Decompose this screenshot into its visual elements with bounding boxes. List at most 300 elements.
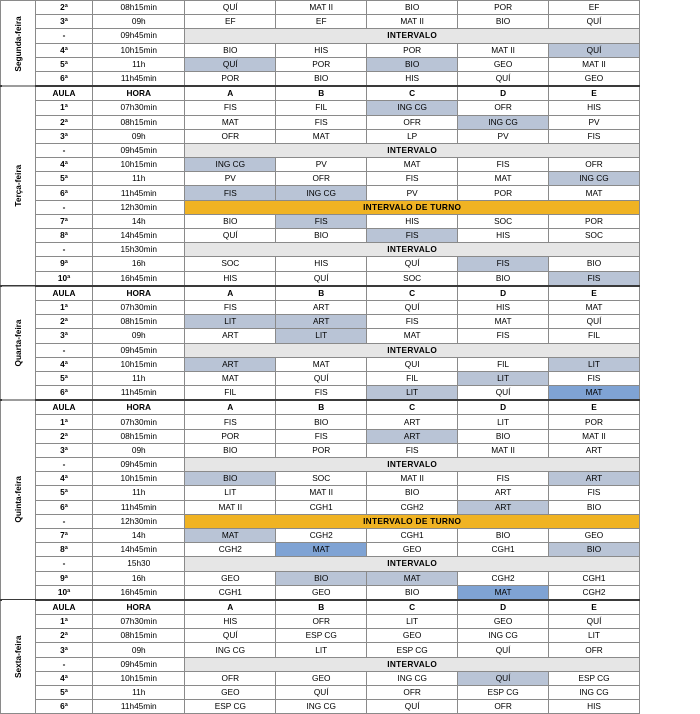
- subject-cell: QUÍ: [549, 15, 640, 29]
- subject-cell: LIT: [549, 629, 640, 643]
- hora-cell: 16h45min: [93, 271, 185, 286]
- hora-cell: 11h: [93, 57, 185, 71]
- subject-cell: MAT II: [276, 1, 367, 15]
- table-row: [1, 158, 640, 172]
- table-row: [1, 29, 640, 43]
- subject-cell: OFR: [276, 172, 367, 186]
- hora-cell: 08h15min: [93, 429, 185, 443]
- subject-cell: FIS: [549, 129, 640, 143]
- table-row: [1, 286, 640, 301]
- aula-dash: -: [35, 243, 92, 257]
- subject-cell: LIT: [367, 615, 458, 629]
- header-column-b: B: [276, 400, 367, 415]
- subject-cell: QUÍ: [185, 629, 276, 643]
- hora-cell: 12h30min: [93, 514, 185, 528]
- subject-cell: OFR: [367, 686, 458, 700]
- table-row: [1, 271, 640, 286]
- aula-number: 5ª: [35, 172, 92, 186]
- subject-cell: POR: [458, 186, 549, 200]
- subject-cell: ART: [185, 357, 276, 371]
- subject-cell: OFR: [549, 643, 640, 657]
- subject-cell: FIS: [367, 443, 458, 457]
- subject-cell: HIS: [367, 71, 458, 86]
- table-row: [1, 300, 640, 314]
- table-row: [1, 472, 640, 486]
- subject-cell: SOC: [367, 271, 458, 286]
- table-row: [1, 386, 640, 401]
- subject-cell: GEO: [458, 615, 549, 629]
- subject-cell: CGH1: [458, 543, 549, 557]
- aula-number: 2ª: [35, 629, 92, 643]
- aula-number: 9ª: [35, 571, 92, 585]
- subject-cell: FIL: [458, 357, 549, 371]
- table-row: [1, 371, 640, 385]
- subject-cell: POR: [276, 443, 367, 457]
- table-row: [1, 657, 640, 671]
- subject-cell: MAT: [185, 115, 276, 129]
- header-column-a: A: [185, 86, 276, 101]
- subject-cell: FIS: [458, 257, 549, 271]
- hora-cell: 11h: [93, 486, 185, 500]
- table-row: [1, 643, 640, 657]
- interval-banner: INTERVALO: [185, 458, 640, 472]
- table-row: [1, 671, 640, 685]
- aula-number: 10ª: [35, 271, 92, 286]
- subject-cell: SOC: [276, 472, 367, 486]
- subject-cell: FIS: [458, 158, 549, 172]
- subject-cell: SOC: [185, 257, 276, 271]
- hora-cell: 09h45min: [93, 657, 185, 671]
- aula-number: 1ª: [35, 415, 92, 429]
- hora-cell: 14h45min: [93, 543, 185, 557]
- subject-cell: CGH1: [367, 528, 458, 542]
- header-column-a: A: [185, 286, 276, 301]
- subject-cell: ING CG: [458, 115, 549, 129]
- aula-number: 3ª: [35, 443, 92, 457]
- aula-number: 4ª: [35, 43, 92, 57]
- subject-cell: ING CG: [367, 671, 458, 685]
- header-column-a: A: [185, 400, 276, 415]
- subject-cell: MAT II: [276, 486, 367, 500]
- header-column-d: D: [458, 600, 549, 615]
- subject-cell: GEO: [549, 71, 640, 86]
- hora-cell: 07h30min: [93, 101, 185, 115]
- subject-cell: CGH1: [276, 500, 367, 514]
- aula-number: 5ª: [35, 371, 92, 385]
- subject-cell: BIO: [276, 571, 367, 585]
- day-label-2: Terça-feira: [1, 86, 36, 286]
- subject-cell: OFR: [549, 158, 640, 172]
- table-row: [1, 415, 640, 429]
- day-label-4: Quinta-feira: [1, 400, 36, 600]
- table-row: [1, 315, 640, 329]
- day-label-3: Quarta-feira: [1, 286, 36, 401]
- aula-number: 9ª: [35, 257, 92, 271]
- subject-cell: QUÍ: [549, 43, 640, 57]
- subject-cell: QUÍ: [549, 315, 640, 329]
- subject-cell: FIS: [549, 486, 640, 500]
- hora-cell: 14h45min: [93, 229, 185, 243]
- aula-number: 10ª: [35, 585, 92, 600]
- subject-cell: FIS: [185, 186, 276, 200]
- table-row: [1, 1, 640, 15]
- aula-number: 7ª: [35, 528, 92, 542]
- header-hora: HORA: [93, 400, 185, 415]
- subject-cell: QUÍ: [367, 300, 458, 314]
- subject-cell: BIO: [458, 15, 549, 29]
- subject-cell: BIO: [276, 415, 367, 429]
- header-column-d: D: [458, 400, 549, 415]
- hora-cell: 11h45min: [93, 500, 185, 514]
- subject-cell: FIS: [367, 229, 458, 243]
- hora-cell: 09h45min: [93, 29, 185, 43]
- subject-cell: CGH2: [367, 500, 458, 514]
- subject-cell: SOC: [458, 214, 549, 228]
- header-column-e: E: [549, 600, 640, 615]
- hora-cell: 08h15min: [93, 1, 185, 15]
- subject-cell: OFR: [185, 129, 276, 143]
- subject-cell: HIS: [367, 214, 458, 228]
- turno-interval-banner: INTERVALO DE TURNO: [185, 514, 640, 528]
- subject-cell: POR: [458, 1, 549, 15]
- table-row: [1, 86, 640, 101]
- aula-number: 3ª: [35, 329, 92, 343]
- subject-cell: ART: [276, 300, 367, 314]
- subject-cell: MAT II: [458, 443, 549, 457]
- subject-cell: GEO: [458, 57, 549, 71]
- subject-cell: QUÍ: [458, 71, 549, 86]
- subject-cell: ING CG: [549, 686, 640, 700]
- subject-cell: OFR: [458, 700, 549, 714]
- subject-cell: BIO: [185, 472, 276, 486]
- subject-cell: FIS: [276, 214, 367, 228]
- subject-cell: MAT: [367, 329, 458, 343]
- subject-cell: ART: [458, 500, 549, 514]
- table-row: [1, 200, 640, 214]
- hora-cell: 11h: [93, 686, 185, 700]
- subject-cell: LIT: [185, 486, 276, 500]
- subject-cell: HIS: [458, 300, 549, 314]
- header-aula: AULA: [35, 600, 92, 615]
- subject-cell: BIO: [276, 71, 367, 86]
- subject-cell: FIL: [549, 329, 640, 343]
- hora-cell: 11h: [93, 172, 185, 186]
- subject-cell: QUÍ: [185, 57, 276, 71]
- aula-dash: -: [35, 29, 92, 43]
- subject-cell: BIO: [367, 1, 458, 15]
- table-row: [1, 700, 640, 714]
- subject-cell: FIS: [549, 371, 640, 385]
- aula-number: 4ª: [35, 158, 92, 172]
- table-row: [1, 229, 640, 243]
- header-hora: HORA: [93, 286, 185, 301]
- subject-cell: PV: [549, 115, 640, 129]
- subject-cell: ART: [458, 486, 549, 500]
- subject-cell: QUÍ: [185, 1, 276, 15]
- hora-cell: 10h15min: [93, 671, 185, 685]
- subject-cell: MAT: [458, 315, 549, 329]
- subject-cell: BIO: [458, 429, 549, 443]
- subject-cell: FIS: [185, 101, 276, 115]
- subject-cell: OFR: [185, 671, 276, 685]
- hora-cell: 16h: [93, 571, 185, 585]
- aula-number: 1ª: [35, 300, 92, 314]
- day-label-5: Sexta-feira: [1, 600, 36, 714]
- header-hora: HORA: [93, 600, 185, 615]
- header-column-b: B: [276, 600, 367, 615]
- hora-cell: 14h: [93, 214, 185, 228]
- subject-cell: MAT: [458, 585, 549, 600]
- table-row: [1, 257, 640, 271]
- subject-cell: HIS: [549, 101, 640, 115]
- subject-cell: GEO: [549, 528, 640, 542]
- subject-cell: FIS: [549, 271, 640, 286]
- subject-cell: EF: [185, 15, 276, 29]
- subject-cell: MAT II: [549, 429, 640, 443]
- subject-cell: LIT: [549, 357, 640, 371]
- subject-cell: MAT: [549, 386, 640, 401]
- hora-cell: 10h15min: [93, 472, 185, 486]
- aula-number: 4ª: [35, 671, 92, 685]
- subject-cell: LIT: [185, 315, 276, 329]
- subject-cell: QUÍ: [276, 271, 367, 286]
- table-row: [1, 629, 640, 643]
- subject-cell: MAT: [549, 186, 640, 200]
- aula-dash: -: [35, 343, 92, 357]
- subject-cell: PV: [458, 129, 549, 143]
- hora-cell: 10h15min: [93, 158, 185, 172]
- header-column-c: C: [367, 86, 458, 101]
- subject-cell: OFR: [458, 101, 549, 115]
- table-row: [1, 557, 640, 571]
- interval-banner: INTERVALO: [185, 243, 640, 257]
- subject-cell: MAT II: [458, 43, 549, 57]
- header-column-d: D: [458, 286, 549, 301]
- hora-cell: 08h15min: [93, 629, 185, 643]
- table-row: [1, 429, 640, 443]
- hora-cell: 09h: [93, 329, 185, 343]
- aula-number: 8ª: [35, 543, 92, 557]
- table-row: [1, 214, 640, 228]
- hora-cell: 07h30min: [93, 300, 185, 314]
- subject-cell: MAT: [276, 357, 367, 371]
- hora-cell: 10h15min: [93, 43, 185, 57]
- subject-cell: ART: [276, 315, 367, 329]
- header-column-c: C: [367, 286, 458, 301]
- subject-cell: ESP CG: [276, 629, 367, 643]
- table-row: [1, 43, 640, 57]
- aula-number: 1ª: [35, 101, 92, 115]
- subject-cell: ESP CG: [367, 643, 458, 657]
- subject-cell: FIS: [458, 329, 549, 343]
- subject-cell: ING CG: [458, 629, 549, 643]
- table-row: [1, 585, 640, 600]
- subject-cell: MAT II: [549, 57, 640, 71]
- subject-cell: ING CG: [185, 643, 276, 657]
- aula-number: 5ª: [35, 686, 92, 700]
- subject-cell: HIS: [458, 229, 549, 243]
- subject-cell: FIL: [367, 371, 458, 385]
- table-row: [1, 57, 640, 71]
- subject-cell: PV: [367, 186, 458, 200]
- header-column-c: C: [367, 600, 458, 615]
- aula-number: 3ª: [35, 643, 92, 657]
- aula-number: 6ª: [35, 186, 92, 200]
- subject-cell: LIT: [367, 386, 458, 401]
- subject-cell: BIO: [549, 257, 640, 271]
- subject-cell: CGH2: [185, 543, 276, 557]
- subject-cell: CGH1: [185, 585, 276, 600]
- subject-cell: CGH2: [458, 571, 549, 585]
- subject-cell: BIO: [367, 486, 458, 500]
- subject-cell: ART: [367, 429, 458, 443]
- table-row: [1, 172, 640, 186]
- aula-dash: -: [35, 458, 92, 472]
- subject-cell: HIS: [185, 271, 276, 286]
- subject-cell: QUÍ: [276, 371, 367, 385]
- subject-cell: CGH2: [276, 528, 367, 542]
- subject-cell: GEO: [185, 686, 276, 700]
- table-row: [1, 243, 640, 257]
- hora-cell: 09h: [93, 443, 185, 457]
- subject-cell: POR: [367, 43, 458, 57]
- table-row: [1, 528, 640, 542]
- header-column-b: B: [276, 286, 367, 301]
- subject-cell: BIO: [185, 214, 276, 228]
- subject-cell: FIL: [276, 101, 367, 115]
- subject-cell: FIS: [185, 300, 276, 314]
- aula-number: 6ª: [35, 700, 92, 714]
- aula-number: 4ª: [35, 472, 92, 486]
- hora-cell: 09h45min: [93, 143, 185, 157]
- hora-cell: 16h45min: [93, 585, 185, 600]
- table-row: [1, 15, 640, 29]
- subject-cell: CGH2: [549, 585, 640, 600]
- subject-cell: BIO: [458, 271, 549, 286]
- subject-cell: MAT II: [367, 15, 458, 29]
- table-row: [1, 143, 640, 157]
- subject-cell: ART: [549, 443, 640, 457]
- hora-cell: 16h: [93, 257, 185, 271]
- subject-cell: MAT II: [185, 500, 276, 514]
- subject-cell: ING CG: [185, 158, 276, 172]
- hora-cell: 12h30min: [93, 200, 185, 214]
- subject-cell: LIT: [458, 415, 549, 429]
- subject-cell: GEO: [185, 571, 276, 585]
- subject-cell: PV: [276, 158, 367, 172]
- table-row: [1, 571, 640, 585]
- subject-cell: OFR: [367, 115, 458, 129]
- subject-cell: QUÍ: [458, 671, 549, 685]
- subject-cell: LP: [367, 129, 458, 143]
- hora-cell: 09h: [93, 15, 185, 29]
- subject-cell: MAT: [276, 543, 367, 557]
- subject-cell: PV: [185, 172, 276, 186]
- subject-cell: QUÍ: [367, 257, 458, 271]
- aula-dash: -: [35, 200, 92, 214]
- aula-number: 7ª: [35, 214, 92, 228]
- subject-cell: ING CG: [276, 700, 367, 714]
- hora-cell: 11h45min: [93, 700, 185, 714]
- header-column-d: D: [458, 86, 549, 101]
- hora-cell: 14h: [93, 528, 185, 542]
- subject-cell: POR: [185, 429, 276, 443]
- subject-cell: FIS: [185, 415, 276, 429]
- subject-cell: BIO: [458, 528, 549, 542]
- aula-number: 2ª: [35, 1, 92, 15]
- aula-dash: -: [35, 657, 92, 671]
- subject-cell: OFR: [276, 615, 367, 629]
- subject-cell: ART: [367, 415, 458, 429]
- header-aula: AULA: [35, 286, 92, 301]
- hora-cell: 11h45min: [93, 386, 185, 401]
- header-aula: AULA: [35, 86, 92, 101]
- aula-number: 4ª: [35, 357, 92, 371]
- hora-cell: 08h15min: [93, 115, 185, 129]
- subject-cell: GEO: [276, 585, 367, 600]
- table-row: [1, 486, 640, 500]
- subject-cell: CGH1: [549, 571, 640, 585]
- subject-cell: BIO: [367, 57, 458, 71]
- interval-banner: INTERVALO: [185, 29, 640, 43]
- header-aula: AULA: [35, 400, 92, 415]
- subject-cell: BIO: [276, 229, 367, 243]
- subject-cell: ESP CG: [185, 700, 276, 714]
- aula-number: 6ª: [35, 386, 92, 401]
- subject-cell: HIS: [185, 615, 276, 629]
- header-column-c: C: [367, 400, 458, 415]
- day-label-1: Segunda-feira: [1, 1, 36, 87]
- subject-cell: POR: [185, 71, 276, 86]
- subject-cell: GEO: [276, 671, 367, 685]
- subject-cell: MAT: [549, 300, 640, 314]
- interval-banner: INTERVALO: [185, 343, 640, 357]
- aula-dash: -: [35, 514, 92, 528]
- subject-cell: MAT II: [367, 472, 458, 486]
- interval-banner: INTERVALO: [185, 657, 640, 671]
- subject-cell: FIS: [276, 429, 367, 443]
- table-row: [1, 329, 640, 343]
- aula-number: 2ª: [35, 429, 92, 443]
- hora-cell: 09h45min: [93, 343, 185, 357]
- table-row: [1, 71, 640, 86]
- subject-cell: POR: [549, 415, 640, 429]
- interval-banner: INTERVALO: [185, 143, 640, 157]
- subject-cell: SOC: [549, 229, 640, 243]
- subject-cell: POR: [276, 57, 367, 71]
- subject-cell: FIS: [367, 315, 458, 329]
- hora-cell: 07h30min: [93, 615, 185, 629]
- table-row: [1, 500, 640, 514]
- subject-cell: HIS: [549, 700, 640, 714]
- table-row: [1, 458, 640, 472]
- subject-cell: QUÍ: [276, 686, 367, 700]
- table-row: [1, 129, 640, 143]
- table-row: [1, 343, 640, 357]
- header-column-e: E: [549, 400, 640, 415]
- subject-cell: QUÍ: [549, 615, 640, 629]
- hora-cell: 07h30min: [93, 415, 185, 429]
- header-column-b: B: [276, 86, 367, 101]
- subject-cell: HIS: [276, 257, 367, 271]
- subject-cell: GEO: [367, 543, 458, 557]
- hora-cell: 09h: [93, 129, 185, 143]
- subject-cell: LIT: [276, 643, 367, 657]
- hora-cell: 09h: [93, 643, 185, 657]
- subject-cell: BIO: [367, 585, 458, 600]
- aula-number: 5ª: [35, 57, 92, 71]
- subject-cell: BIO: [549, 543, 640, 557]
